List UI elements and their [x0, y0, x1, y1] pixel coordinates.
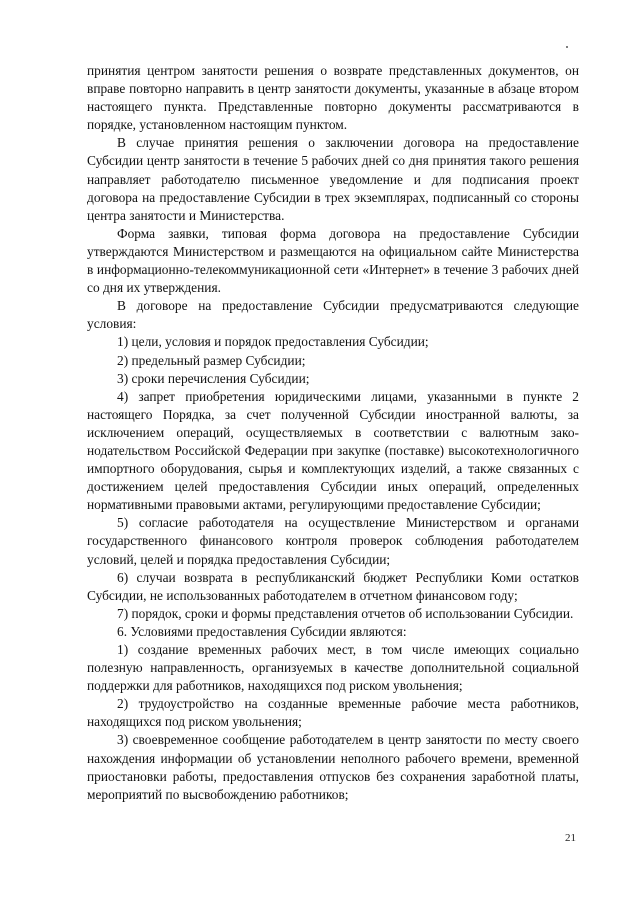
scan-speck	[566, 46, 568, 48]
list-item: 6) случаи возврата в республиканский бюджет Республики Коми остатков Субсидии, не использованных работодателем в отчетном финансовом году;	[87, 569, 579, 603]
list-item: 5) согласие работодателя на осуществление Министерством и органами государственного финансового контроля проверок соблюдения работодателем условий, целей и порядка предоставления Субсидии;	[87, 515, 579, 567]
list-item: 2) трудоустройство на созданные временные рабочие места работников, находящихся под риском увольнения;	[87, 696, 579, 730]
list-item: 2) предельный размер Субсидии;	[117, 352, 306, 368]
paragraph: В случае принятия решения о заключении договора на предоставление Субсидии центр занятости в течение 5 рабочих дней со дня принятия такого решения направляет работодателю письменное уведомление и для подписания проект договора на предоставление Субсидии в трех экземплярах, подписанный со стороны центра занятости и Министерства.	[87, 135, 579, 223]
document-body	[87, 62, 579, 804]
list-item: 4) запрет приобретения юридическими лицами, указанными в пункте 2 настоящего Порядка, за счет полученной Субсидии иностранной валюты, за исключением операций, осуществляемых в соответствии с валютным законодательством Российской Федерации при закупке (поставке) высокотехнологичного импортного оборудования, сырья и комплектующих изделий, а также связанных с достижением целей предоставления Субсидии иных операций, определенных нормативными правовыми актами, регулирующими предоставление Субсидии;	[87, 388, 579, 513]
page-number: 21	[565, 832, 576, 844]
list-item: 1) создание временных рабочих мест, в том числе имеющих социально полезную направленность, организуемых в качестве дополнительной социальной поддержки для работников, находящихся под риском увольнения;	[87, 642, 579, 694]
paragraph: Форма заявки, типовая форма договора на предоставление Субсидии утверждаются Министерством и размещаются на официальном сайте Министерства в информационно-телекоммуникационной сети «Интернет» в течение 3 рабочих дней со дня их утверждения.	[87, 225, 579, 296]
paragraph: В договоре на предоставление Субсидии предусматриваются следующие условия:	[87, 298, 579, 332]
section-heading: 6. Условиями предоставления Субсидии являются:	[117, 623, 407, 639]
list-item: 3) сроки перечисления Субсидии;	[117, 370, 310, 386]
list-item: 1) цели, условия и порядок предоставления Субсидии;	[117, 334, 429, 350]
list-item: 7) порядок, сроки и формы представления отчетов об использовании Субсидии.	[117, 605, 574, 621]
list-item: 3) своевременное сообщение работодателем в центр занятости по месту своего нахождения информации об установлении неполного рабочего времени, временной приостановки работы, предоставления отпусков без сохранения заработной платы, мероприятий по высвобождению работников;	[87, 732, 579, 802]
paragraph: принятия центром занятости решения о возврате представленных документов, он вправе повторно направить в центр занятости документы, указанные в абзаце втором настоящего пункта. Представленные повторно документы рассматриваются в порядке, установленном настоящим пунктом.	[87, 63, 579, 133]
